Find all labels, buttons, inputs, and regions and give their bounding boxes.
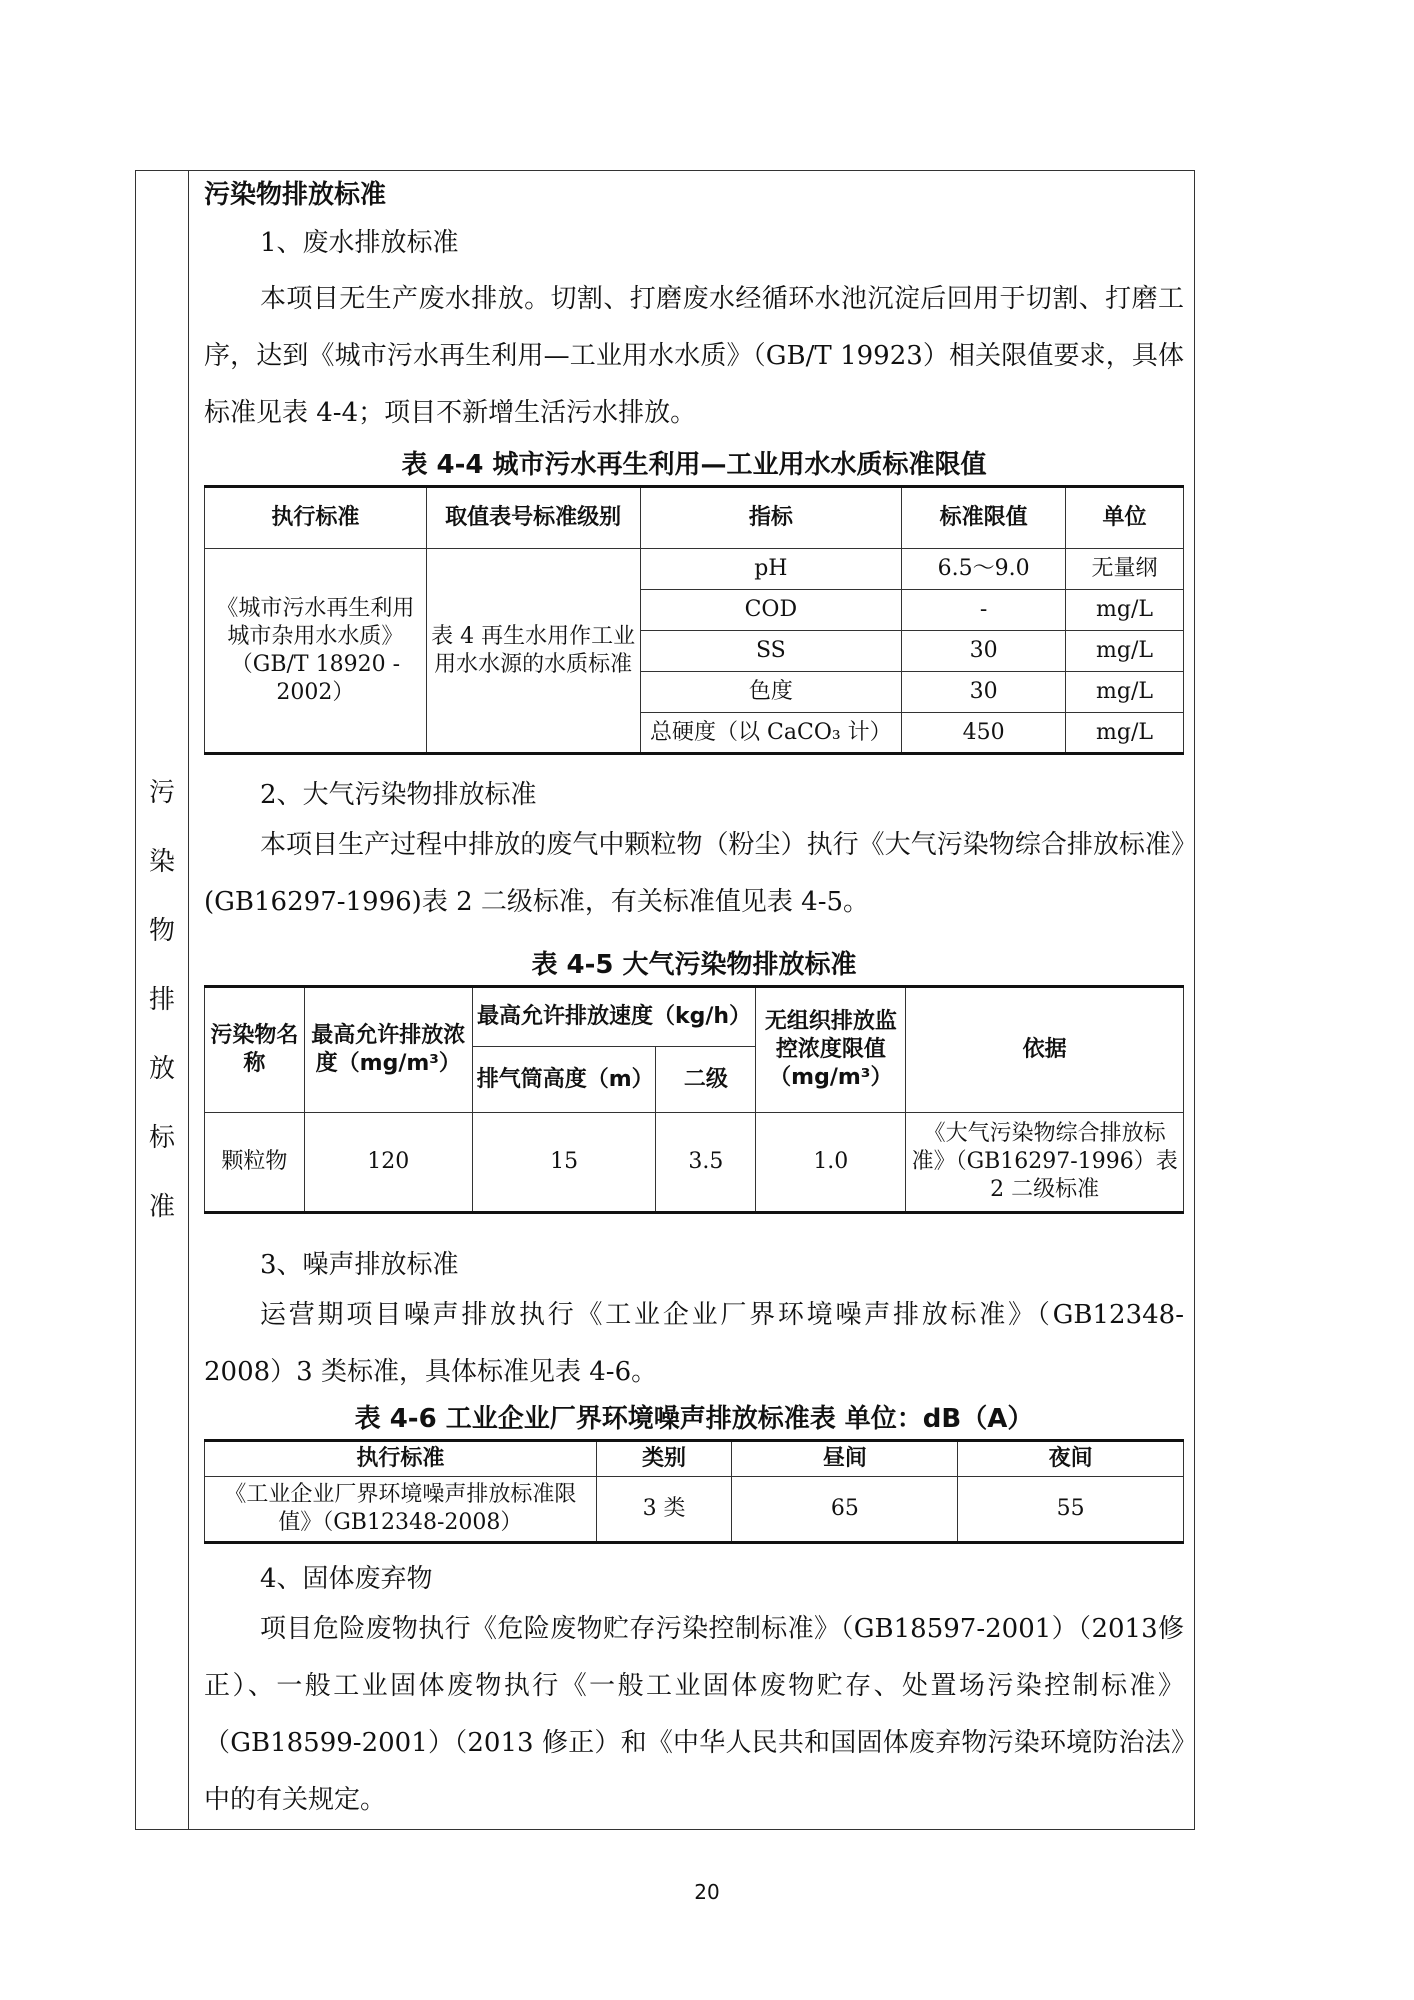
item-cell: pH bbox=[640, 549, 902, 590]
standards-frame bbox=[135, 170, 1195, 1830]
table-header-cell: 标准限值 bbox=[902, 487, 1066, 549]
table-header-cell: 类别 bbox=[596, 1441, 732, 1477]
air-heading: 2、大气污染物排放标准 bbox=[260, 780, 537, 810]
basis-cell: 《大气污染物综合排放标准》（GB16297-1996）表 2 二级标准 bbox=[906, 1113, 1184, 1213]
unit-cell: mg/L bbox=[1066, 713, 1184, 754]
table-4-4-caption: 表 4-4 城市污水再生利用—工业用水水质标准限值 bbox=[401, 450, 987, 480]
noise-heading: 3、噪声排放标准 bbox=[260, 1250, 459, 1280]
table-header-cell: 排气筒高度（m） bbox=[472, 1047, 656, 1113]
table-header-cell: 指标 bbox=[640, 487, 902, 549]
pollutant-cell: 颗粒物 bbox=[205, 1113, 305, 1213]
level-cell: 表 4 再生水用作工业用水水源的水质标准 bbox=[426, 549, 640, 754]
side-label-char: 准 bbox=[148, 1191, 175, 1222]
side-label-char: 标 bbox=[148, 1122, 175, 1153]
item-cell: COD bbox=[640, 590, 902, 631]
rate-cell: 3.5 bbox=[656, 1113, 756, 1213]
table-header-cell: 取值表号标准级别 bbox=[426, 487, 640, 549]
height-cell: 15 bbox=[472, 1113, 656, 1213]
table-header-cell: 污染物名称 bbox=[205, 987, 305, 1113]
table-header-cell: 无组织排放监控浓度限值（mg/m³） bbox=[756, 987, 906, 1113]
side-label-char: 排 bbox=[148, 984, 175, 1015]
unit-cell: mg/L bbox=[1066, 672, 1184, 713]
unorg-cell: 1.0 bbox=[756, 1113, 906, 1213]
limit-cell: - bbox=[902, 590, 1066, 631]
table-header-cell: 二级 bbox=[656, 1047, 756, 1113]
day-cell: 65 bbox=[732, 1477, 958, 1543]
wastewater-paragraph: 本项目无生产废水排放。切割、打磨废水经循环水池沉淀后回用于切割、打磨工序，达到《城市污水再生利用—工业用水水质》（GB/T 19923）相关限值要求，具体标准见表 4-4；项目不新增生活污水排放。 bbox=[204, 284, 1184, 428]
page-number: 20 bbox=[694, 1880, 720, 1904]
limit-cell: 450 bbox=[902, 713, 1066, 754]
table-header-cell: 执行标准 bbox=[205, 1441, 597, 1477]
night-cell: 55 bbox=[958, 1477, 1184, 1543]
unit-cell: mg/L bbox=[1066, 590, 1184, 631]
noise-paragraph: 运营期项目噪声排放执行《工业企业厂界环境噪声排放标准》（GB12348-2008）3 类标准，具体标准见表 4-6。 bbox=[204, 1300, 1184, 1387]
table-4-5-caption: 表 4-5 大气污染物排放标准 bbox=[531, 950, 857, 980]
limit-cell: 30 bbox=[902, 672, 1066, 713]
limit-cell: 30 bbox=[902, 631, 1066, 672]
item-cell: 色度 bbox=[640, 672, 902, 713]
conc-cell: 120 bbox=[304, 1113, 472, 1213]
side-label-char: 放 bbox=[148, 1053, 175, 1084]
air-paragraph: 本项目生产过程中排放的废气中颗粒物（粉尘）执行《大气污染物综合排放标准》(GB16297-1996)表 2 二级标准，有关标准值见表 4-5。 bbox=[204, 830, 1184, 917]
table-header-cell: 执行标准 bbox=[205, 487, 427, 549]
table-header-cell: 最高允许排放速度（kg/h） bbox=[472, 987, 756, 1047]
class-cell: 3 类 bbox=[596, 1477, 732, 1543]
standard-cell: 《城市污水再生利用城市杂用水水质》（GB/T 18920 - 2002） bbox=[205, 549, 427, 754]
table-header-cell: 最高允许排放浓度（mg/m³） bbox=[304, 987, 472, 1113]
side-label-char: 染 bbox=[148, 846, 175, 877]
table-4-6-caption: 表 4-6 工业企业厂界环境噪声排放标准表 单位：dB（A） bbox=[354, 1404, 1034, 1434]
side-label-column bbox=[136, 171, 189, 1829]
item-cell: SS bbox=[640, 631, 902, 672]
solid-waste-paragraph: 项目危险废物执行《危险废物贮存污染控制标准》（GB18597-2001）（2013修正）、一般工业固体废物执行《一般工业固体废物贮存、处置场污染控制标准》（GB18599-2001）（2013 修正）和《中华人民共和国固体废弃物污染环境防治法》中的有关规定。 bbox=[204, 1614, 1184, 1815]
item-cell: 总硬度（以 CaCO₃ 计） bbox=[640, 713, 902, 754]
section-title: 污染物排放标准 bbox=[204, 180, 387, 210]
table-header-cell: 昼间 bbox=[732, 1441, 958, 1477]
side-label-char: 物 bbox=[148, 915, 175, 946]
limit-cell: 6.5～9.0 bbox=[902, 549, 1066, 590]
table-header-cell: 依据 bbox=[906, 987, 1184, 1113]
table-4-6 bbox=[204, 1439, 1184, 1544]
table-header-cell: 夜间 bbox=[958, 1441, 1184, 1477]
wastewater-heading: 1、废水排放标准 bbox=[260, 228, 459, 258]
side-label-char: 污 bbox=[148, 777, 175, 808]
solid-waste-heading: 4、固体废弃物 bbox=[260, 1564, 433, 1594]
table-4-4 bbox=[204, 485, 1184, 755]
table-header-cell: 单位 bbox=[1066, 487, 1184, 549]
unit-cell: 无量纲 bbox=[1066, 549, 1184, 590]
unit-cell: mg/L bbox=[1066, 631, 1184, 672]
table-4-5 bbox=[204, 985, 1184, 1214]
standard-cell: 《工业企业厂界环境噪声排放标准限值》（GB12348-2008） bbox=[205, 1477, 597, 1543]
